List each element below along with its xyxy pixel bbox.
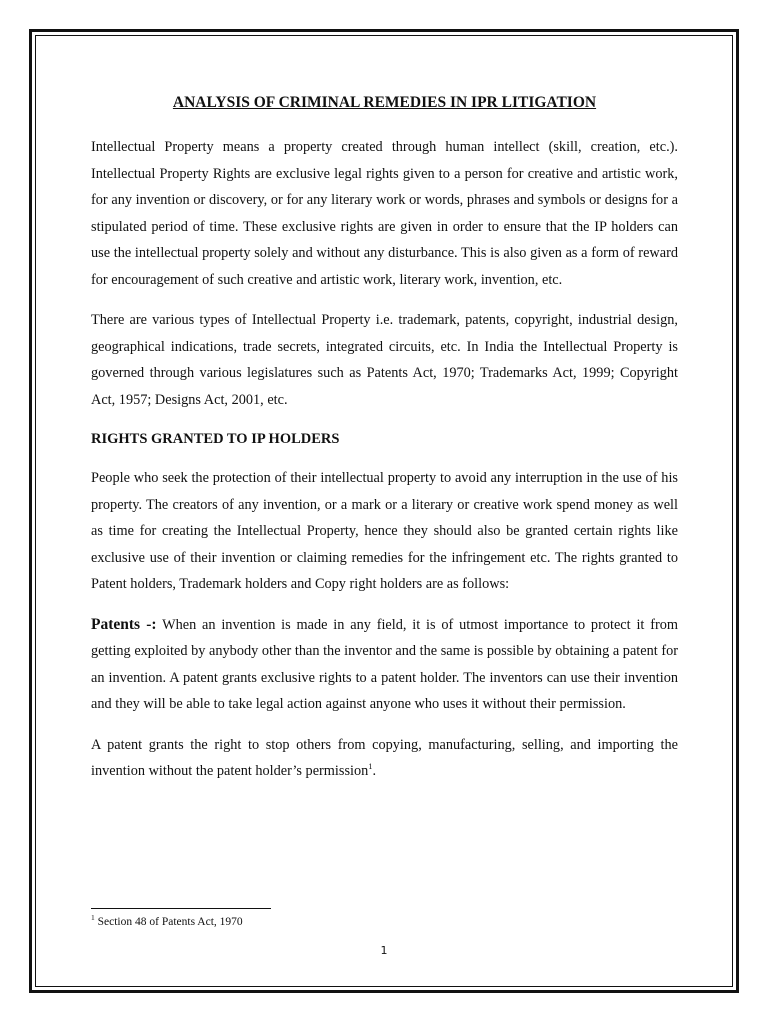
paragraph-rights: People who seek the protection of their intellectual property to avoid any interruption in the use of his property. The creators of any invention, or a mark or a literary or creative work spend money as well as time for creating the Intellectual Property, hence they should also be granted certain rights like exclusive use of their invention or claiming remedies for the infringement etc. The rights granted to Patent holders, Trademark holders and Copy right holders are as follows:	[91, 470, 678, 592]
paragraph-patent-right	[91, 732, 678, 785]
patent-right-text: A patent grants the right to stop others from copying, manufacturing, selling, and importing the invention without the patent holder’s permission	[91, 736, 678, 779]
page-content	[91, 91, 678, 785]
patents-lead-label: Patents -:	[91, 615, 157, 633]
paragraph-patents	[91, 612, 678, 718]
footnote-separator	[91, 908, 271, 909]
document-title: ANALYSIS OF CRIMINAL REMEDIES IN IPR LITIGATION	[172, 94, 597, 111]
paragraph-intro: Intellectual Property means a property created through human intellect (skill, creation, etc.). Intellectual Property Rights are exclusive legal rights given to a person for creative and artistic work, for any invention or discovery, or for any literary work or words, phrases and symbols or designs for a stipulated period of time. These exclusive rights are given in order to ensure that the IP holders can use the intellectual property solely and without any disturbance. This is also given as a form of reward for encouragement of such creative and artistic work, literary work, invention, etc.	[91, 139, 678, 288]
patents-body-text: When an invention is made in any field, it is of utmost importance to protect it from getting exploited by anybody other than the inventor and the same is possible by obtaining a patent for an invention. A patent grants exclusive rights to a patent holder. The inventors can use their invention and they will be able to take legal action against anyone who uses it without their permission.	[91, 616, 678, 712]
footnote-reference[interactable]: 1	[368, 761, 373, 772]
section-heading-rights: RIGHTS GRANTED TO IP HOLDERS	[91, 431, 340, 447]
footnote-number: 1	[91, 913, 95, 923]
patent-right-end: .	[372, 763, 377, 779]
footnote	[91, 914, 243, 930]
page-number: 1	[380, 944, 388, 957]
footnote-text: Section 48 of Patents Act, 1970	[94, 916, 243, 928]
paragraph-types: There are various types of Intellectual Property i.e. trademark, patents, copyright, industrial design, geographical indications, trade secrets, integrated circuits, etc. In India the Intellectual Property is governed through various legislatures such as Patents Act, 1970; Trademarks Act, 1999; Copyright Act, 1957; Designs Act, 2001, etc.	[91, 312, 678, 408]
